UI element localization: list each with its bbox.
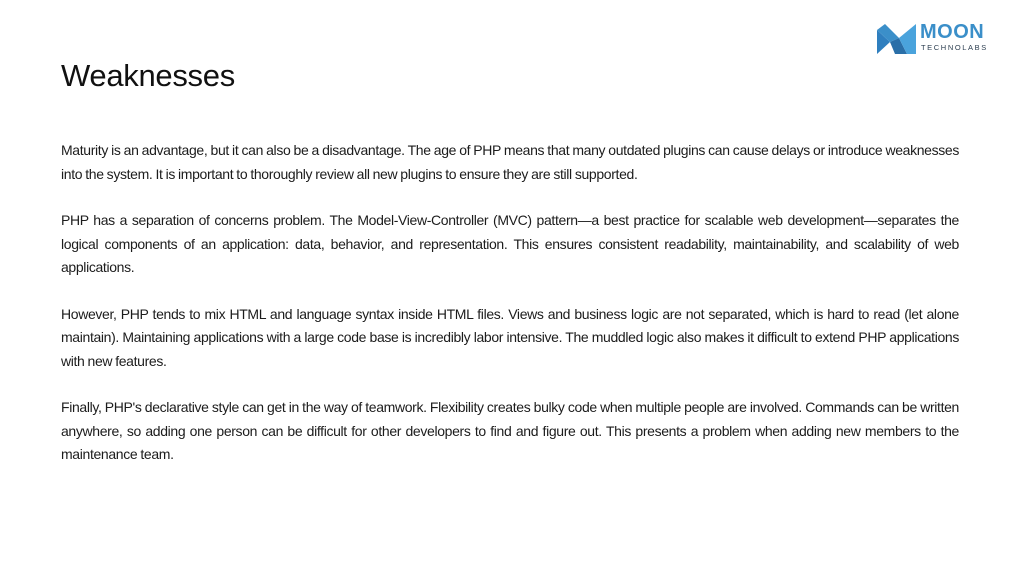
paragraph-teamwork: Finally, PHP's declarative style can get in the way of teamwork. Flexibility creates bulky code when multiple people are involved. Commands can be written anywhere, so adding one person can be difficult for other developers to find and figure out. This presents a problem when adding new members to the maintenance team. [61,399,959,462]
paragraph-separation-of-concerns: PHP has a separation of concerns problem. The Model-View-Controller (MVC) pattern—a best practice for scalable web development—separates the logical components of an application: data, behavior, and representation. This ensures consistent readability, maintainability, and scalability of web applications. [61,212,959,275]
logo-wordmark: MOON [920,21,985,43]
logo-subtitle: TECHNOLABS [921,43,988,52]
slide-body [61,139,959,490]
paragraph-mixed-syntax: However, PHP tends to mix HTML and language syntax inside HTML files. Views and business logic are not separated, which is hard to read (let alone maintain). Maintaining applications with a large code base is incredibly labor intensive. The muddled logic also makes it difficult to extend PHP applications with new features. [61,305,959,369]
brand-logo [877,22,1002,56]
slide-title: Weaknesses [61,58,235,93]
moon-technolabs-mark-icon [877,24,916,54]
paragraph-maturity: Maturity is an advantage, but it can also be a disadvantage. The age of PHP means that many outdated plugins can cause delays or introduce weaknesses into the system. It is important to thoroughly review all new plugins to ensure they are still supported. [61,142,959,182]
